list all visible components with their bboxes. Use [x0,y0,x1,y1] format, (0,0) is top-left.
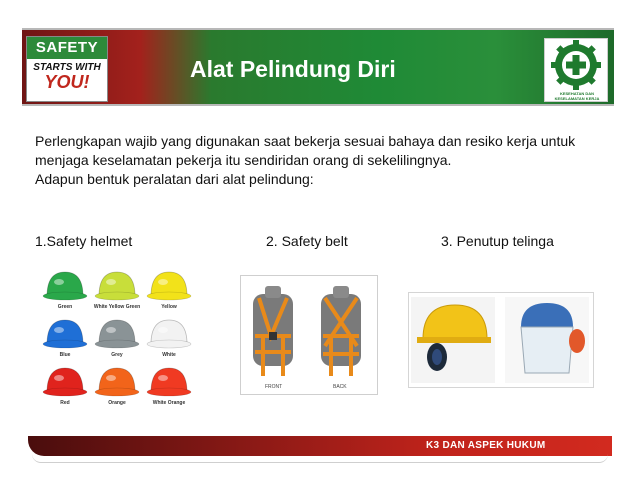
helmet-label: Orange [108,400,126,406]
harness-back-icon [321,286,361,376]
helmet-label: White Yellow Green [93,304,141,310]
helmet-label: Red [60,400,70,406]
body-text [35,132,595,189]
logo-line-1: SAFETY [27,37,107,59]
helmet-white-orange [147,368,191,406]
helmet-label: Green [57,304,73,310]
ear-protection-image [408,292,594,388]
helmet-yellow [147,272,191,310]
footer-label: K3 DAN ASPEK HUKUM [426,440,546,451]
helmet-label: Blue [59,352,71,358]
item-safety-belt: 2. Safety belt [266,233,348,249]
yellow-helmet-earmuff-icon [411,297,495,383]
helmet-orange [95,368,139,406]
page-title: Alat Pelindung Diri [190,52,454,86]
earmuff-helmet-illustration [409,293,593,387]
belt-back-label: BACK [333,384,347,390]
item-penutup-telinga: 3. Penutup telinga [441,233,554,249]
helmet-color-grid [35,262,197,418]
emblem-caption: KESEHATAN DAN KESELAMATAN KERJA [554,91,600,101]
helmet-blue [43,320,87,358]
helmet-red [43,368,87,406]
helmet-green [43,272,87,310]
logo-line-3: YOU! [44,72,90,92]
helmet-white [147,320,191,358]
k3-emblem-logo [544,38,608,102]
helmet-label: Grey [111,352,123,358]
harness-front-icon [253,286,293,376]
belt-front-label: FRONT [265,384,283,390]
helmet-label: White Orange [152,400,186,406]
helmet-white-yellow-green [94,272,140,310]
logo-line-2: STARTS WITH [33,62,101,73]
helmet-label: White [162,352,176,358]
helmet-label: Yellow [161,304,177,310]
helmet-grid-svg [35,262,197,418]
footer-swoosh [32,454,608,463]
safety-starts-with-you-logo [26,36,108,102]
safety-harness-illustration [241,276,377,394]
paragraph-intro: Adapun bentuk peralatan dari alat pelindung: [35,171,314,187]
helmet-grey [95,320,139,358]
item-safety-helmet: 1.Safety helmet [35,233,133,249]
safety-belt-image [240,275,378,395]
paragraph-definition: Perlengkapan wajib yang digunakan saat bekerja sesuai bahaya dan resiko kerja untuk menjaga keselamatan pekerja itu sendiridan orang di sekelilingnya. [35,133,576,168]
blue-helmet-faceshield-icon [505,297,589,383]
